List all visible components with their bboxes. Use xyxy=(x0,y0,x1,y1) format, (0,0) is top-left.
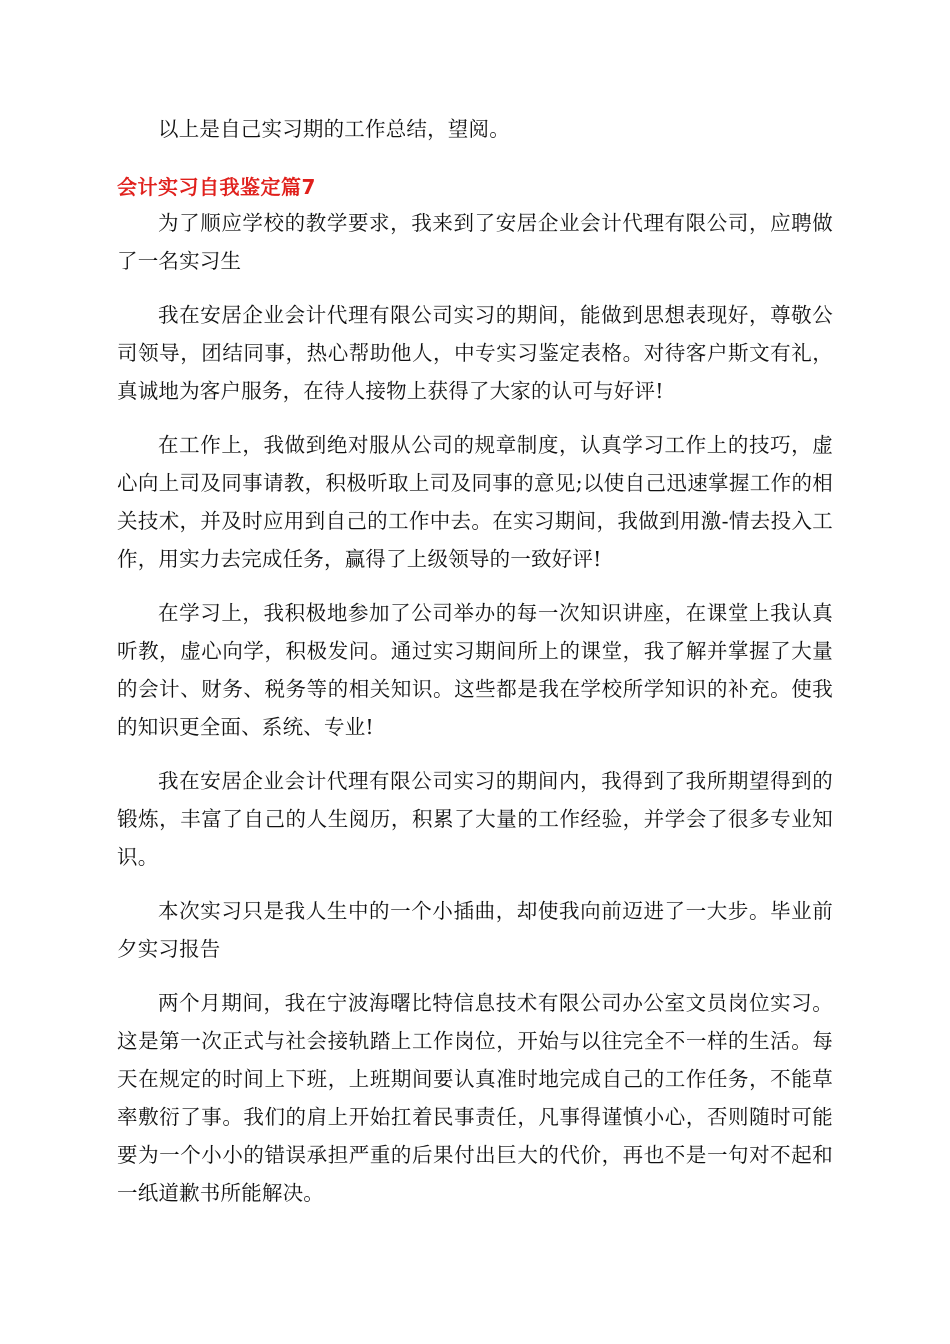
body-paragraph-5: 我在安居企业会计代理有限公司实习的期间内，我得到了我所期望得到的锻炼，丰富了自己的人生阅历，积累了大量的工作经验，并学会了很多专业知识。 xyxy=(117,769,833,869)
body-paragraph-2: 我在安居企业会计代理有限公司实习的期间，能做到思想表现好，尊敬公司领导，团结同事，热心帮助他人，中专实习鉴定表格。对待客户斯文有礼，真诚地为客户服务，在待人接物上获得了大家的认可与好评! xyxy=(117,303,833,403)
section-heading: 会计实习自我鉴定篇7 xyxy=(117,175,316,199)
body-paragraph-1: 为了顺应学校的教学要求，我来到了安居企业会计代理有限公司，应聘做了一名实习生 xyxy=(117,211,833,273)
body-paragraph-6: 本次实习只是我人生中的一个小插曲，却使我向前迈进了一大步。毕业前夕实习报告 xyxy=(117,899,833,961)
intro-paragraph: 以上是自己实习期的工作总结，望阅。 xyxy=(158,117,510,141)
body-paragraph-3: 在工作上，我做到绝对服从公司的规章制度，认真学习工作上的技巧，虚心向上司及同事请教，积极听取上司及同事的意见;以使自己迅速掌握工作的相关技术，并及时应用到自己的工作中去。在实习期间，我做到用激-情去投入工作，用实力去完成任务，赢得了上级领导的一致好评! xyxy=(117,433,833,571)
body-paragraph-4: 在学习上，我积极地参加了公司举办的每一次知识讲座，在课堂上我认真听教，虚心向学，积极发问。通过实习期间所上的课堂，我了解并掌握了大量的会计、财务、税务等的相关知识。这些都是我在学校所学知识的补充。使我的知识更全面、系统、专业! xyxy=(117,601,833,739)
body-paragraph-7: 两个月期间，我在宁波海曙比特信息技术有限公司办公室文员岗位实习。这是第一次正式与社会接轨踏上工作岗位，开始与以往完全不一样的生活。每天在规定的时间上下班，上班期间要认真准时地完成自己的工作任务，不能草率敷衍了事。我们的肩上开始扛着民事责任，凡事得谨慎小心，否则随时可能要为一个小小的错误承担严重的后果付出巨大的代价，再也不是一句对不起和一纸道歉书所能解决。 xyxy=(117,991,833,1205)
document-body xyxy=(117,110,833,1228)
